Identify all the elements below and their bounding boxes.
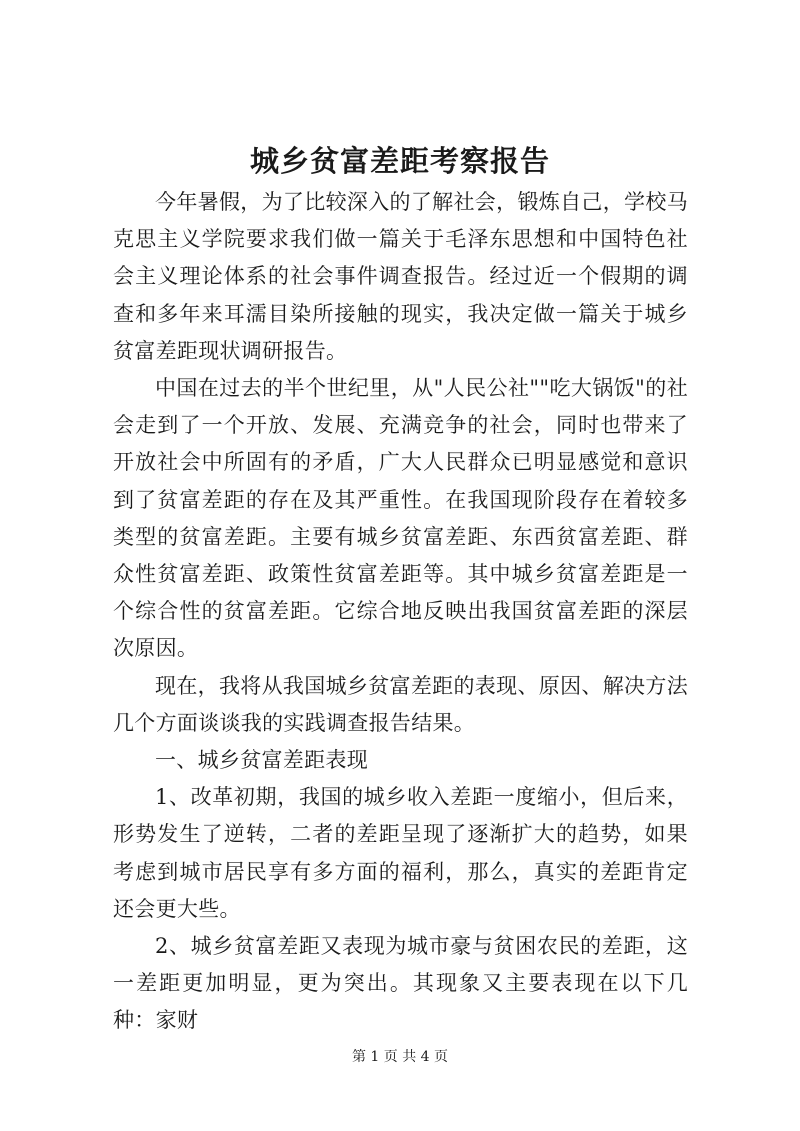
page-number-footer: 第 1 页 共 4 页 <box>351 1049 449 1065</box>
paragraph-point-2: 2、城乡贫富差距又表现为城市豪与贫困农民的差距，这一差距更加明显，更为突出。其现象又主要表现在以下几种：家财 <box>113 934 688 1033</box>
section-heading: 一、城乡贫富差距表现 <box>155 748 368 773</box>
document-title: 城乡贫富差距考察报告 <box>249 144 550 178</box>
paragraph-intro: 今年暑假，为了比较深入的了解社会，锻炼自己，学校马克思主义学院要求我们做一篇关于毛泽东思想和中国特色社会主义理论体系的社会事件调查报告。经过近一个假期的调查和多年来耳濡目染所接触的现实，我决定做一篇关于城乡贫富差距现状调研报告。 <box>113 190 688 363</box>
paragraph-point-1: 1、改革初期，我国的城乡收入差距一度缩小，但后来，形势发生了逆转，二者的差距呈现了逐渐扩大的趋势，如果考虑到城市居民享有多方面的福利，那么，真实的差距肯定还会更大些。 <box>113 785 688 921</box>
document-body <box>113 184 688 1040</box>
paragraph-outline: 现在，我将从我国城乡贫富差距的表现、原因、解决方法几个方面谈谈我的实践调查报告结果。 <box>113 673 688 735</box>
paragraph-background: 中国在过去的半个世纪里，从"人民公社""吃大锅饭"的社会走到了一个开放、发展、充满竞争的社会，同时也带来了开放社会中所固有的矛盾，广大人民群众已明显感觉和意识到了贫富差距的存在及其严重性。在我国现阶段存在着较多类型的贫富差距。主要有城乡贫富差距、东西贫富差距、群众性贫富差距、政策性贫富差距等。其中城乡贫富差距是一个综合性的贫富差距。它综合地反映出我国贫富差距的深层次原因。 <box>113 376 688 661</box>
